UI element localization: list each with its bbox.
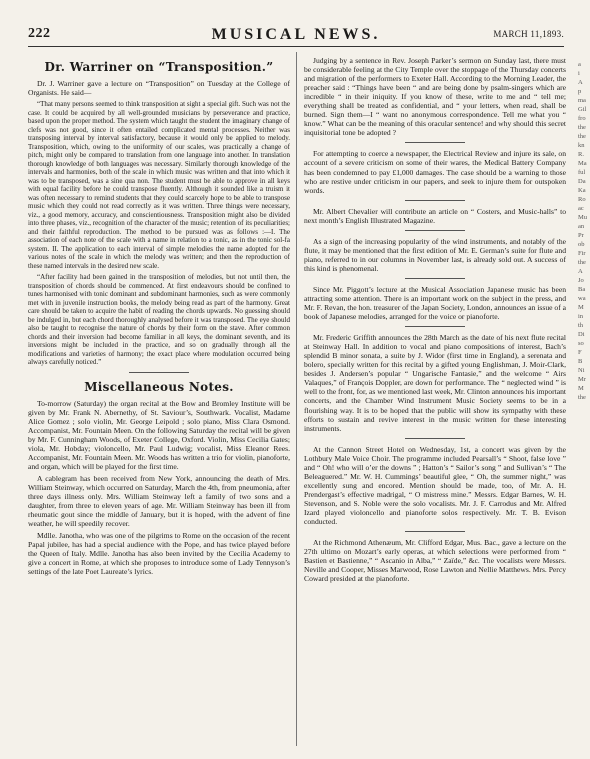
note-janotha: Mdlle. Janotha, who was one of the pilgrims to Rome on the occasion of the recent Papal jubilee, has had a special audience with the Pope, and has twice played before the Queen of Italy. Mdlle. Janotha has also been invited by the Cecilia Academy to give a concert in Rome, at which she proposes to introduce some of Lady Tennyson’s settings of the late Poet Laureate’s lyrics. xyxy=(28,531,290,577)
left-column xyxy=(28,56,290,746)
note-japanese-music: Since Mr. Piggott’s lecture at the Musical Association Japanese music has been attracting some attention. There is an important work on the subject in the press, and Mr. F. Revan, the hon. treasurer of the Japan Society, London, announces an issue of a book of Japanese melodies, arranged for the voice or pianoforte. xyxy=(304,284,566,322)
edge-fragment: an xyxy=(578,223,585,230)
edge-fragment: a xyxy=(578,61,581,68)
edge-fragment: in xyxy=(578,313,584,320)
edge-fragment: ac xyxy=(578,205,584,212)
note-richmond-athenaeum: At the Richmond Athenæum, Mr. Clifford Edgar, Mus. Bac., gave a lecture on the 27th ultimo on Mozart’s early operas, at which selections were performed from “ Bastien et Bastienne,” “ Ascanio in Alba,” “ Zaïde,” &c. The vocalists were Messrs. Neville and Cooper, Misses Marwood, Rose Lawton and Nellie Matthews. Mrs. Percy Coward presided at the pianoforte. xyxy=(304,538,566,584)
edge-fragment: Mu xyxy=(578,214,588,221)
edge-fragment: Ni xyxy=(578,367,585,374)
section-separator xyxy=(129,372,189,373)
edge-fragment: M xyxy=(578,304,584,311)
note-flute-recital: Mr. Frederic Griffith announces the 28th March as the date of his next flute recital at Steinway Hall. In addition to vocal and piano compositions of interest, Bach’s splendid B minor sonata, a suite by J. Widor (first time in England), a serenata and bolero, specially written for this recital by a gifted young Englishman, J. Moir-Clark, besides J. Andersen’s popular “ Ungarische Fantasie,” and the welcome “ Airs Valaques,” of François Doppler, are down for performance. The “ neglected wind ” is well to the front, for, as we mentioned last week, Mr. Clinton announces his important concerts, and the Chamber Wind Instrument Music Society seems to be in a flourishing way. It is to be hoped that the public will show its sympathy with these efforts to sustain and revive interest in the music written for these interesting instruments. xyxy=(304,333,566,433)
edge-fragment: Mr xyxy=(578,376,586,383)
edge-fragment: kn xyxy=(578,142,585,149)
note-organ-recital: To-morrow (Saturday) the organ recital at the Bow and Bromley Institute will be given by Mr. Frank N. Abernethy, of St. Saviour’s, Southwark. Vocalist, Madame Alice Gomez ; solo violin, Mr. George Leipold ; solo piano, Miss Clara Osmond. Accompanist, Mr. Fountain Meen. On the following Saturday the recital will be given by Mr. F. Cunningham Woods, of Exeter College, Oxford. Violin, Miss Cecilia Gates; viola, Mr. Hobday; violoncello, Mr. Paul Ludwig; vocalist, Miss Eleanor Rees. Accompanist, Mr. Fountain Meen. Mr. Woods has written a trio for violin, pianoforte, and organ, which will be played for the first time. xyxy=(28,398,290,471)
note-separator xyxy=(405,438,465,439)
note-separator xyxy=(405,326,465,327)
article-heading-transposition: Dr. Warriner on “Transposition.” xyxy=(44,60,274,74)
edge-fragment: Di xyxy=(578,331,585,338)
edge-fragment: Ro xyxy=(578,196,586,203)
note-city-temple: Judging by a sentence in Rev. Joseph Parker’s sermon on Sunday last, there must be considerable feeling at the City Temple over the stoppage of the Thursday concerts and migration of the performers to Exeter Hall. According to the Morning Leader, the preacher said : “Things have been “ and are being done by psalm-singers which are incredible “ in their iniquity. If you know of these, write to me and “ tell me; everything shall be treated as confidential, and “ your letters, when read, shall be burned. Sign them—I “ want no anonymous correspondence. Tell me what you “ know.” What can be the meaning of this oracular sentence! and why should this secret inquisitorial tone be adopted ? xyxy=(304,56,566,138)
edge-fragment: th xyxy=(578,322,584,329)
note-separator xyxy=(405,200,465,201)
edge-fragment: Fir xyxy=(578,250,586,257)
note-lothbury-choir: At the Cannon Street Hotel on Wednesday, 1st, a concert was given by the Lothbury Male Voice Choir. The programme included Pearsall’s “ Shoot, false love ” and “ Oh! who will o’er the downs ” ; Hatton’s “ Sailor’s song ” and Sullivan’s “ The Beleaguered.” Mr. W. H. Cummings’ beautiful glee, “ Oh, the summer night,” was excellently sung and encored. Mention should be made, too, of Mr. A. H. Prendergast’s effective madrigal, “ O mistress mine.” Messrs. Edgar Barnes, W. H. Stevenson, and S. Noble were the solo vocalists. Mr. J. F. Carrodus and Mr. Alfred Izard played violoncello and pianoforte solos respectively. Mr. T. B. Evison conducted. xyxy=(304,444,566,527)
edge-fragment: Ka xyxy=(578,187,586,194)
edge-fragment: the xyxy=(578,394,586,401)
edge-fragment: R. xyxy=(578,151,584,158)
edge-fragment: so xyxy=(578,340,584,347)
note-steinway: A cablegram has been received from New York, announcing the death of Mrs. William Steinway, which occurred on Saturday, March the 4th, from pneumonia, after three days illness only. Mrs. William Steinway left a family of two sons and a daughter, from three to eleven years of age. Mr. William Steinway has been ill from rheumatic gout since the middle of January, but it is hoped, with the advent of fine weather, he will speedily recover. xyxy=(28,473,290,529)
edge-fragment: the xyxy=(578,124,586,131)
edge-fragment: F xyxy=(578,349,582,356)
column-divider xyxy=(296,52,297,746)
edge-fragment: wa xyxy=(578,295,586,302)
note-separator xyxy=(405,142,465,143)
lecture-quote-1: “That many persons seemed to think transposition at sight a special gift. Such was not the case. It could be acquired by all well-grounded musicians by perseverance and practice, based upon the proper method. The system which taught the student the imaginary change of clefs was not good, since it often entailed complicated mental processes. Neither was transposing interval by interval satisfactory, because it would only be applied to melody. Transposition, which, owing to the uniformity of our scales, was practically a change of pitch, might only be compared to translation from one language into another. In translation thorough knowledge of both languages was necessary. Similarly thorough knowledge of the intervals and harmonies, both of the scale in which music was written and that into which it was to be transposed, was a sine qua non. The student must be able to approve in all keys with equal facility before he could transpose fluently. Although it sounded like a truism it was often necessary to remind students that they could scarcely hope to be able to transpose music which they could not read correctly as it was written. Three things were necessary, viz., a good memory, accuracy, and conscientiousness. Transposition might also be divided into three phases, viz., recognition of the character of the music; retention of its peculiarities; and their faithful reproduction. The method to be pursued was as follows :—I. The association of each note of the scale with a name in relation to a tonic, as in the tonic sol-fa system. II. The application to each interval of simple melodies the name adopted for the various notes of the scale in which the melody was written; and then the reproduction of these named intervals in the desired new scale. xyxy=(28,100,290,270)
article-intro: Dr. J. Warriner gave a lecture on “Transposition” on Tuesday at the College of Organists. He said— xyxy=(28,79,290,98)
edge-fragment: A xyxy=(578,79,583,86)
section-heading-misc-notes: Miscellaneous Notes. xyxy=(84,379,234,394)
masthead-title: MUSICAL NEWS. xyxy=(211,26,381,43)
note-separator xyxy=(405,230,465,231)
edge-fragment: M xyxy=(578,385,584,392)
edge-fragment: fro xyxy=(578,115,586,122)
note-electrical-review: For attempting to coerce a newspaper, the Electrical Review and injure its sale, on account of a severe criticism on some of their wares, the Medical Battery Company has been condemned to pay £1,000 damages. The case should be a warning to those who are restive under criticism in our papers, and seek to injure them for outspoken words. xyxy=(304,149,566,195)
header-rule xyxy=(28,46,564,47)
edge-fragment: Pr xyxy=(578,232,584,239)
adjacent-page-fragments xyxy=(578,60,588,750)
edge-fragment: ob xyxy=(578,241,585,248)
edge-fragment: Ba xyxy=(578,286,586,293)
edge-fragment: ma xyxy=(578,97,586,104)
lecture-quote-2: “After facility had been gained in the transposition of melodies, but not until then, the transposition of chords should be commenced. At first endeavours should be confined to tunes harmonised with tonic dominant and subdominant harmonies, such as were commonly met with in juvenile instruction books, the melody being read as part of the harmony. Great care should be taken to acquire the habit of reading the chords upwards. No guessing should be indulged in, but each chord thoroughly analysed before it was transposed. The eye should also be taught to recognise the nature of chords by their form on the stave. After common chords and their inversion had become familiar in all keys, the dominant seventh, and its inversions might be included in the practice, and so on gradually through all the modifications and varieties of harmony; the exact place where modulation occurred being always carefully noticed.” xyxy=(28,273,290,367)
edge-fragment: B xyxy=(578,358,583,365)
note-flute-suite: As a sign of the increasing popularity of the wind instruments, and notably of the flute, it may be mentioned that the first edition of Mr. E. German’s suite for flute and piano, referred to in our columns in November last, is already sold out. A success of this kind is phenomenal. xyxy=(304,236,566,273)
edge-fragment: p xyxy=(578,88,582,95)
note-separator xyxy=(405,531,465,532)
right-column xyxy=(304,56,566,746)
edge-fragment: the xyxy=(578,259,586,266)
edge-fragment: i xyxy=(578,70,580,77)
edge-fragment: Jo xyxy=(578,277,584,284)
note-chevalier: Mr. Albert Chevalier will contribute an article on “ Costers, and Music-halls” to next month’s English Illustrated Magazine. xyxy=(304,206,566,225)
page-header xyxy=(28,26,564,46)
issue-date: MARCH 11,1893. xyxy=(493,29,564,39)
edge-fragment: Gil xyxy=(578,106,587,113)
edge-fragment: ful xyxy=(578,169,586,176)
note-separator xyxy=(405,278,465,279)
edge-fragment: the xyxy=(578,133,586,140)
edge-fragment: Ma xyxy=(578,160,587,167)
edge-fragment: A xyxy=(578,268,583,275)
edge-fragment: Da xyxy=(578,178,586,185)
page-number: 222 xyxy=(28,26,51,41)
